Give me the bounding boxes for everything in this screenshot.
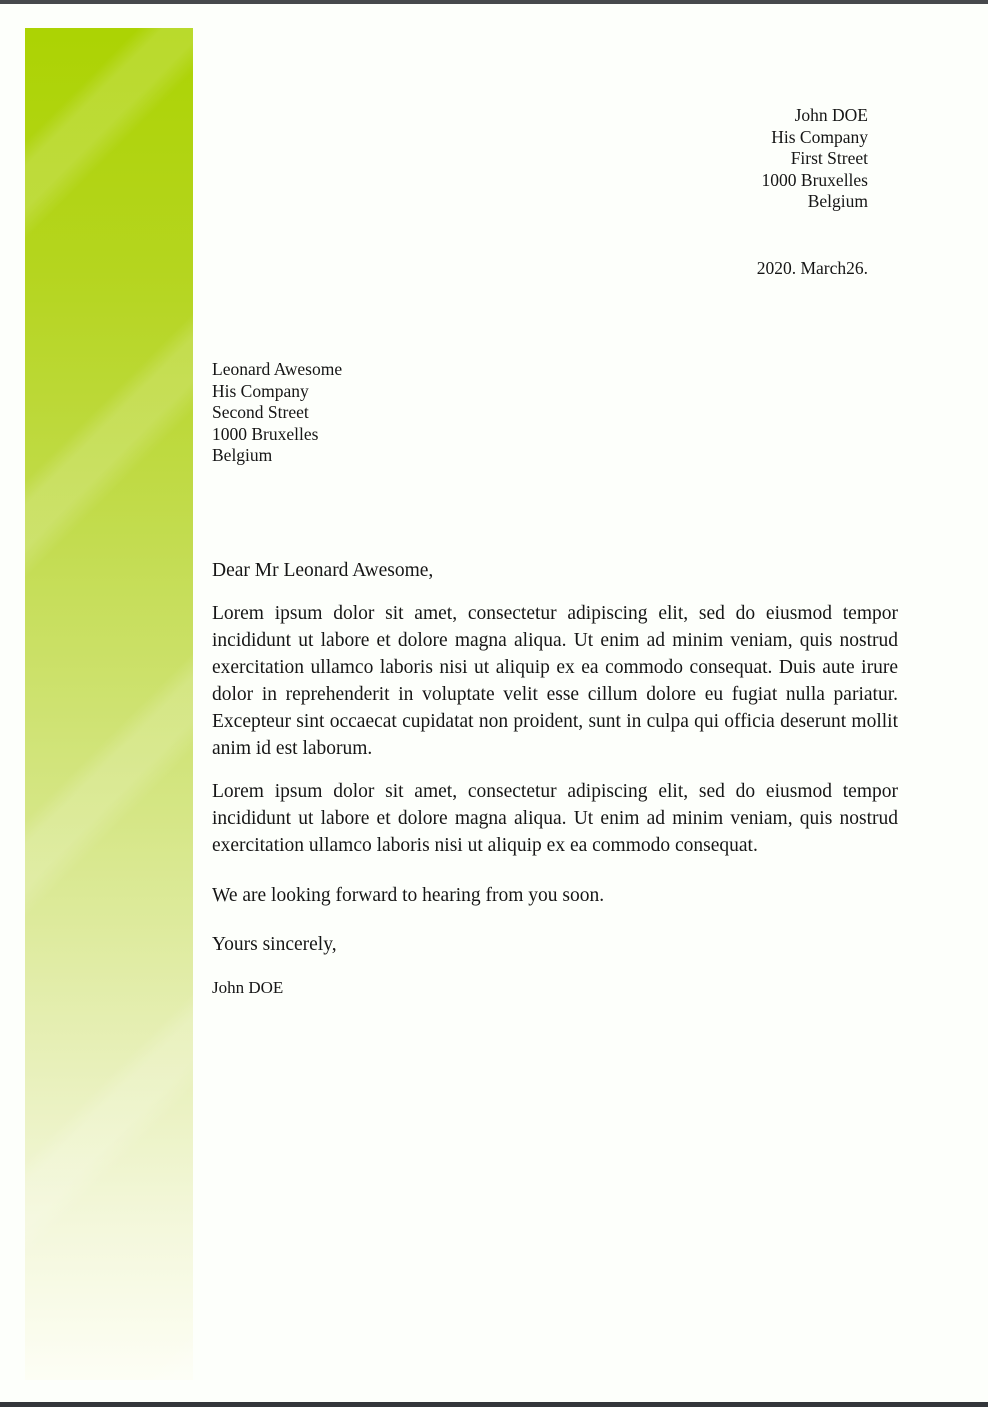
body-paragraph-2: Lorem ipsum dolor sit amet, consectetur adipiscing elit, sed do eiusmod tempor incididunt ut labore et dolore magna aliqua. Ut enim ad minim veniam, quis nostrud exercitation ullamco laboris nisi ut aliquip ex ea commodo consequat. [212, 780, 898, 856]
letter-date: 2020. March26. [756, 257, 868, 278]
sender-street: First Street [790, 148, 868, 168]
salutation: Dear Mr Leonard Awesome, [212, 559, 434, 581]
signature-name: John DOE [212, 977, 284, 997]
recipient-street: Second Street [212, 402, 309, 422]
sidebar-gradient-bar [25, 28, 193, 1380]
sender-country: Belgium [807, 191, 868, 211]
letter-content [212, 0, 898, 1000]
recipient-company: His Company [212, 380, 309, 401]
sender-company: His Company [771, 126, 868, 147]
recipient-name: Leonard Awesome [212, 359, 343, 379]
recipient-city: 1000 Bruxelles [212, 423, 319, 444]
page-bottom-border [0, 1402, 988, 1407]
valediction: Yours sincerely, [212, 933, 337, 955]
sender-city: 1000 Bruxelles [761, 169, 868, 190]
sender-address-block [212, 105, 868, 213]
closing-line: We are looking forward to hearing from you soon. [212, 884, 605, 906]
body-paragraph-1: Lorem ipsum dolor sit amet, consectetur adipiscing elit, sed do eiusmod tempor incididunt ut labore et dolore magna aliqua. Ut enim ad minim veniam, quis nostrud exercitation ullamco laboris nisi ut aliquip ex ea commodo consequat. Duis aute irure dolor in reprehenderit in voluptate velit esse cillum dolore eu fugiat nulla pariatur. Excepteur sint occaecat cupidatat non proident, sunt in culpa qui officia deserunt mollit anim id est laborum. [212, 602, 898, 759]
recipient-address-block [212, 359, 898, 467]
recipient-country: Belgium [212, 445, 273, 465]
sender-name: John DOE [794, 105, 868, 125]
